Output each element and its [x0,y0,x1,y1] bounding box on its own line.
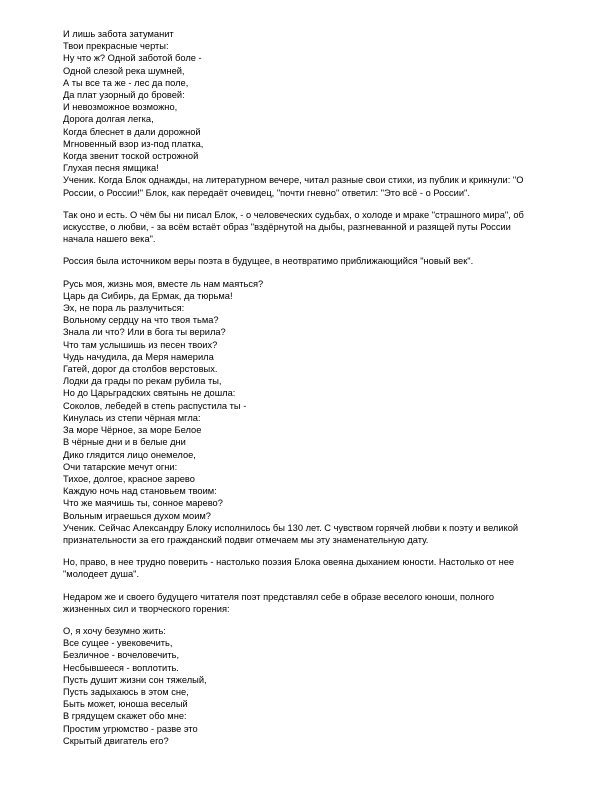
poem-line: Простим угрюмство - разве это [63,723,198,734]
paragraph-gap [63,546,528,556]
poem-line: Кинулась из степи чёрная мгла: [63,412,201,423]
poem-line: Быть может, юноша веселый [63,699,188,710]
poem-line: Дико глядится лицо онемелое, [63,449,196,460]
poem-line: Что там услышишь из песен твоих? [63,339,218,350]
poem-line: Глухая песня ямщика! [63,163,159,174]
poem-line: Эх, не пора ль разлучиться: [63,303,185,314]
poem-line: За море Чёрное, за море Белое [63,425,202,436]
poem-line: И невозможное возможно, [63,102,178,113]
poem-line: Что же маячишь ты, сонное марево? [63,498,223,509]
paragraph-gap [63,199,528,209]
poem-line: Безличное - вочеловечить, [63,650,180,661]
poem-line: Пусть душит жизни сон тяжелый, [63,674,207,685]
paragraph: Ученик. Когда Блок однажды, на литературном вечере, читал разные свои стихи, из публик и крикнули: "О России, о России!" Блок, как передаёт очевидец, "почти гневно" ответил: "Это всё - о России". [63,175,524,198]
paragraph-gap [63,615,528,625]
poem-line: О, я хочу безумно жить: [63,625,166,636]
paragraph-gap [63,268,528,278]
paragraph-gap [63,581,528,591]
poem-line: А ты все та же - лес да поле, [63,77,189,88]
poem-line: Когда звенит тоской острожной [63,151,199,162]
poem-line: Несбывшееся - воплотить. [63,662,179,673]
poem-line: Чудь начудила, да Меря намерила [63,351,214,362]
paragraph: Недаром же и своего будущего читателя поэт представлял себе в образе веселого юноши, полного жизненных сил и творческого горения: [63,591,495,614]
poem-line: Тихое, долгое, красное зарево [63,473,195,484]
poem-line: Твои прекрасные черты: [63,41,169,52]
paragraph: Так оно и есть. О чём бы ни писал Блок, - о человеческих судьбах, о холоде и мраке "страшного мира", об искусстве, о любви, - за всём встаёт образ "вздёрнутой на дыбы, разгневанной и разящей путы России начала нашего века". [63,209,524,245]
poem-line: Лодки да грады по рекам рубила ты, [63,376,222,387]
poem-line: Мгновенный взор из-под платка, [63,138,204,149]
poem-line: В чёрные дни и в белые дни [63,437,186,448]
poem-line: Все сущее - увековечить, [63,638,173,649]
poem-line: Царь да Сибирь, да Ермак, да тюрьма! [63,290,233,301]
poem-line: Но до Царьградских святынь не дошла: [63,388,236,399]
poem-line: Каждую ночь над становьем твоим: [63,486,217,497]
poem-stanza [63,625,528,747]
paragraph: Россия была источником веры поэта в будущее, в неотвратимо приближающийся "новый век". [63,256,474,267]
poem-line: Пусть задыхаюсь в этом сне, [63,686,189,697]
poem-line: Когда блеснет в дали дорожной [63,126,201,137]
poem-line: Соколов, лебедей в степь распустила ты - [63,400,247,411]
poem-line: Ну что ж? Одной заботой боле - [63,53,202,64]
poem-line: Гатей, дорог да столбов верстовых. [63,364,218,375]
poem-line: Русь моя, жизнь моя, вместе ль нам маяться? [63,278,264,289]
poem-line: Скрытый двигатель его? [63,735,169,746]
poem-line: Да плат узорный до бровей: [63,90,185,101]
poem-line: Дорога долгая легка, [63,114,154,125]
poem-line: Знала ли что? Или в бога ты верила? [63,327,226,338]
poem-line: Вольным играешься духом моим? [63,510,211,521]
poem-line: Очи татарские мечут огни: [63,461,178,472]
paragraph-gap [63,245,528,255]
poem-line: Вольному сердцу на что твоя тьма? [63,315,219,326]
poem-stanza [63,278,528,522]
poem-stanza [63,28,528,174]
poem-line: Одной слезой река шумней, [63,65,185,76]
paragraph: Но, право, в нее трудно поверить - настолько поэзия Блока овеяна дыханием юности. Настолько от нее "молодеет душа". [63,557,515,580]
poem-line: В грядущем скажет обо мне: [63,711,187,722]
paragraph: Ученик. Сейчас Александру Блоку исполнилось бы 130 лет. С чувством горячей любви к поэту и великой признательности за его гражданский подвиг отмечаем мы эту знаменательную дату. [63,522,519,545]
poem-line: И лишь забота затуманит [63,29,174,39]
